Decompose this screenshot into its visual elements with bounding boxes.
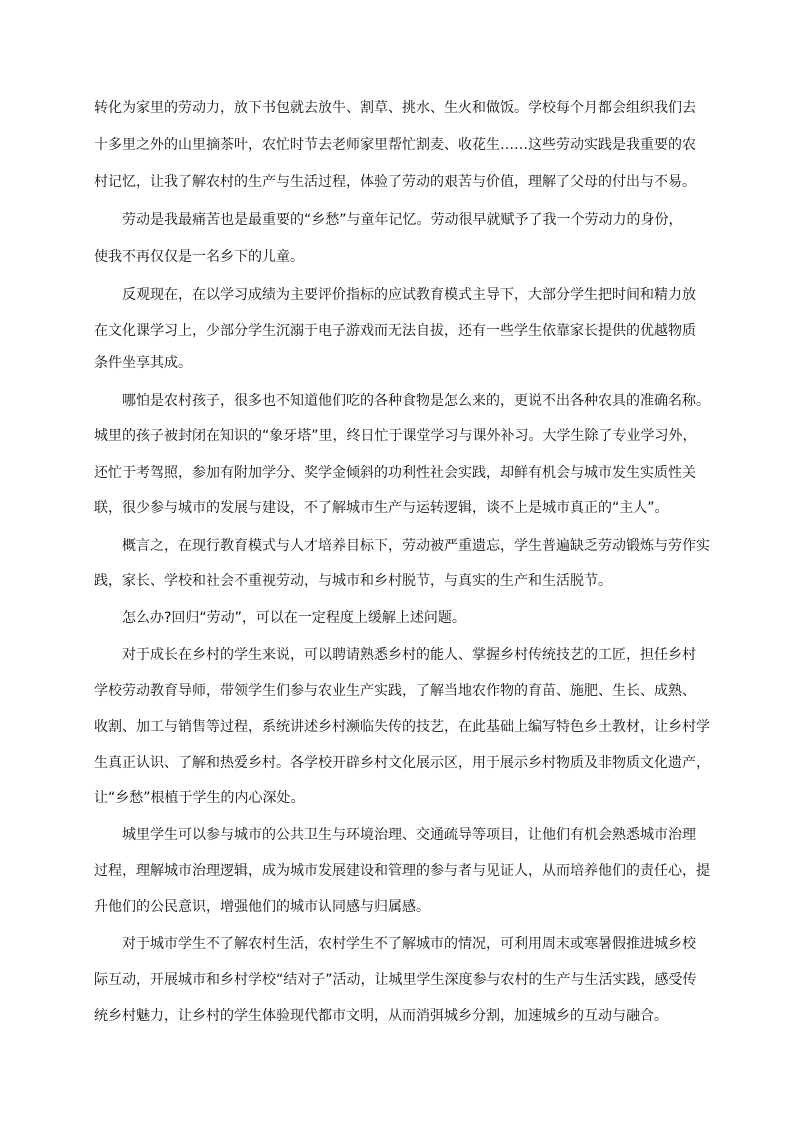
text-line: 让“乡愁”根植于学生的内心深处。	[94, 790, 305, 806]
text-line: 生真正认识、了解和热爱乡村。各学校开辟乡村文化展示区，用于展示乡村物质及非物质文化遗产，	[94, 755, 710, 771]
text-line: 条件坐享其成。	[94, 355, 192, 371]
text-line: 还忙于考驾照，参加有附加学分、奖学金倾斜的功利性社会实践，却鲜有机会与城市发生实质性关	[94, 465, 696, 481]
text-line: 概言之，在现行教育模式与人才培养目标下，劳动被严重遗忘，学生普遍缺乏劳动锻炼与劳作实	[122, 538, 710, 554]
text-line: 升他们的公民意识，增强他们的城市认同感与归属感。	[94, 899, 430, 915]
text-line: 反观现在，在以学习成绩为主要评价指标的应试教育模式主导下，大部分学生把时间和精力放	[122, 287, 696, 303]
text-line: 劳动是我最痛苦也是最重要的“乡愁”与童年记忆。劳动很早就赋予了我一个劳动力的身份，	[122, 212, 683, 228]
text-line: 使我不再仅仅是一名乡下的儿童。	[94, 249, 304, 265]
text-line: 哪怕是农村孩子，很多也不知道他们吃的各种食物是怎么来的，更说不出各种农具的准确名称。	[122, 393, 710, 409]
text-line: 转化为家里的劳动力，放下书包就去放牛、割草、挑水、生火和做饭。学校每个月都会组织我们去	[94, 100, 696, 116]
text-line: 城里学生可以参与城市的公共卫生与环境治理、交通疏导等项目，让他们有机会熟悉城市治理	[122, 827, 696, 843]
text-line: 对于城市学生不了解农村生活，农村学生不了解城市的情况，可利用周末或寒暑假推进城乡校	[122, 936, 696, 952]
text-line: 对于成长在乡村的学生来说，可以聘请熟悉乡村的能人、掌握乡村传统技艺的工匠，担任乡村	[122, 647, 696, 663]
text-line: 统乡村魅力，让乡村的学生体验现代都市文明，从而消弭城乡分割，加速城乡的互动与融合。	[94, 1008, 668, 1024]
text-line: 怎么办?回归“劳动”，可以在一定程度上缓解上述问题。	[122, 610, 466, 626]
text-line: 学校劳动教育导师，带领学生们参与农业生产实践，了解当地农作物的育苗、施肥、生长、成熟、	[94, 683, 696, 699]
text-line: 十多里之外的山里摘茶叶，农忙时节去老师家里帮忙割麦、收花生……这些劳动实践是我重要的农	[94, 137, 696, 153]
text-line: 过程，理解城市治理逻辑，成为城市发展建设和管理的参与者与见证人，从而培养他们的责任心，提	[94, 863, 710, 879]
text-line: 村记忆，让我了解农村的生产与生活过程，体验了劳动的艰苦与价值，理解了父母的付出与不易。	[94, 174, 696, 190]
text-line: 践，家长、学校和社会不重视劳动，与城市和乡村脱节，与真实的生产和生活脱节。	[94, 573, 612, 589]
text-line: 在文化课学习上，少部分学生沉溺于电子游戏而无法自拔，还有一些学生依靠家长提供的优越物质	[94, 323, 696, 339]
text-line: 际互动，开展城市和乡村学校“结对子”活动，让城里学生深度参与农村的生产与生活实践，感受传	[94, 972, 697, 988]
text-line: 联，很少参与城市的发展与建设，不了解城市生产与运转逻辑，谈不上是城市真正的“主人”。	[94, 500, 669, 516]
text-line: 收割、加工与销售等过程，系统讲述乡村濒临失传的技艺，在此基础上编写特色乡土教材，让乡村学	[94, 719, 710, 735]
text-line: 城里的孩子被封闭在知识的“象牙塔”里，终日忙于课堂学习与课外补习。大学生除了专业学习外，	[94, 428, 697, 444]
